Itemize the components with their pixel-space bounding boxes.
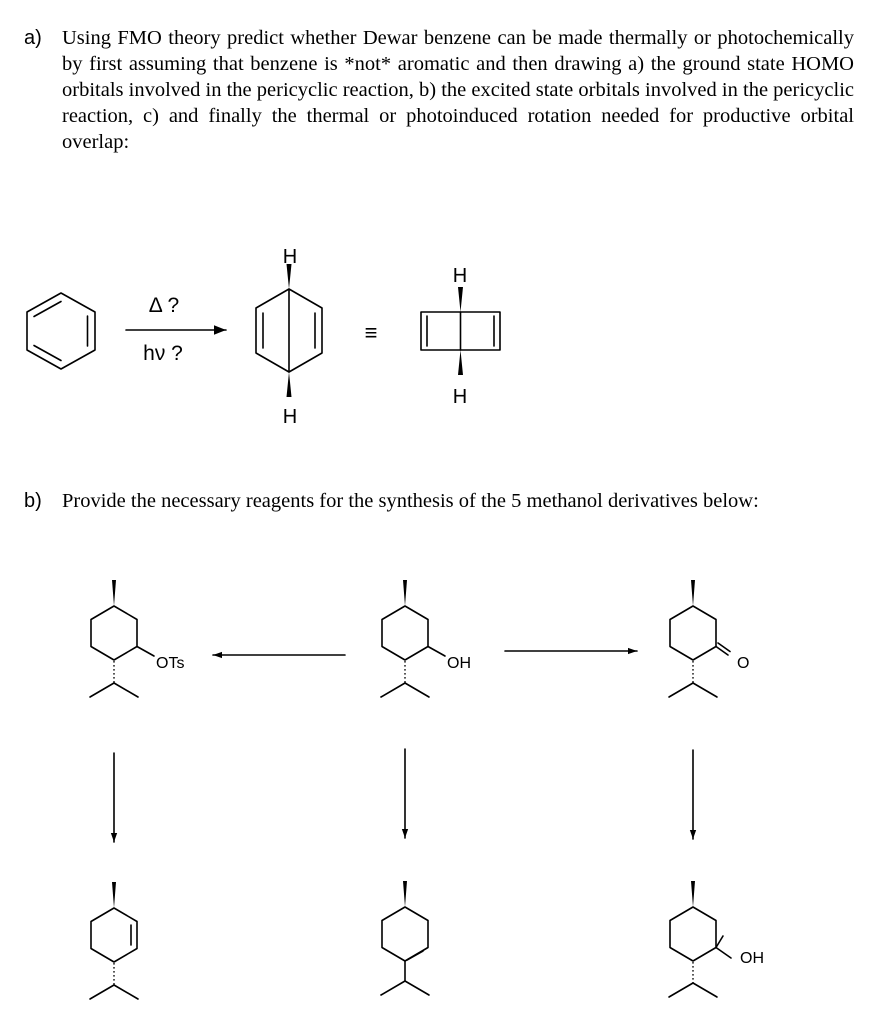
wedge-bond-bottom-hex: [287, 372, 292, 397]
h-label-bottom-square: H: [452, 386, 468, 408]
methyl-wedge-2: [403, 580, 407, 606]
methyl-wedge-3: [691, 580, 695, 606]
benzene-structure: [27, 293, 95, 369]
question-a-text: Using FMO theory predict whether Dewar benzene can be made thermally or photochemically by first assuming that benzene is *not* aromatic and then drawing a) the ground state HOMO orbitals involved in the pericyclic reaction, b) the excited state orbitals involved in the pericyclic reaction, c) and finally the thermal or photoinduced rotation needed for productive orbital overlap:: [62, 27, 854, 153]
question-b-text: Provide the necessary reagents for the synthesis of the 5 methanol derivatives below:: [62, 490, 759, 512]
dewar-benzene-square: [421, 312, 500, 350]
thermal-condition-label: Δ ?: [148, 294, 180, 317]
alkene-product-1-structure: [90, 908, 138, 999]
tertiary-alcohol-structure: [669, 907, 731, 997]
equivalent-symbol: ≡: [364, 320, 378, 345]
h-label-top-hex: H: [282, 246, 298, 268]
oh-label-menthol: OH: [447, 655, 471, 672]
methyl-wedge-4: [112, 882, 116, 908]
menthyl-tosylate-structure: [90, 606, 154, 697]
methyl-wedge-6: [691, 881, 695, 907]
wedge-bond-top-square: [458, 287, 463, 312]
ots-label: OTs: [156, 655, 185, 672]
h-label-top-square: H: [452, 265, 468, 287]
menthone-structure: [669, 606, 730, 697]
photochemical-condition-label: hν ?: [143, 342, 183, 365]
alkene-product-2-structure: [381, 907, 429, 995]
menthol-structure: [381, 606, 445, 697]
h-label-bottom-hex: H: [282, 406, 298, 428]
ketone-o-label: O: [737, 655, 750, 672]
question-b-marker: b): [24, 490, 42, 512]
methyl-wedge-1: [112, 580, 116, 606]
question-a-marker: a): [24, 27, 42, 49]
wedge-bond-bottom-square: [458, 350, 463, 375]
oh-label-tertiary: OH: [740, 950, 764, 967]
methyl-wedge-5: [403, 881, 407, 907]
hashed-isopropyl-bonds: [114, 661, 693, 985]
dewar-benzene-hexagonal: [256, 289, 322, 372]
